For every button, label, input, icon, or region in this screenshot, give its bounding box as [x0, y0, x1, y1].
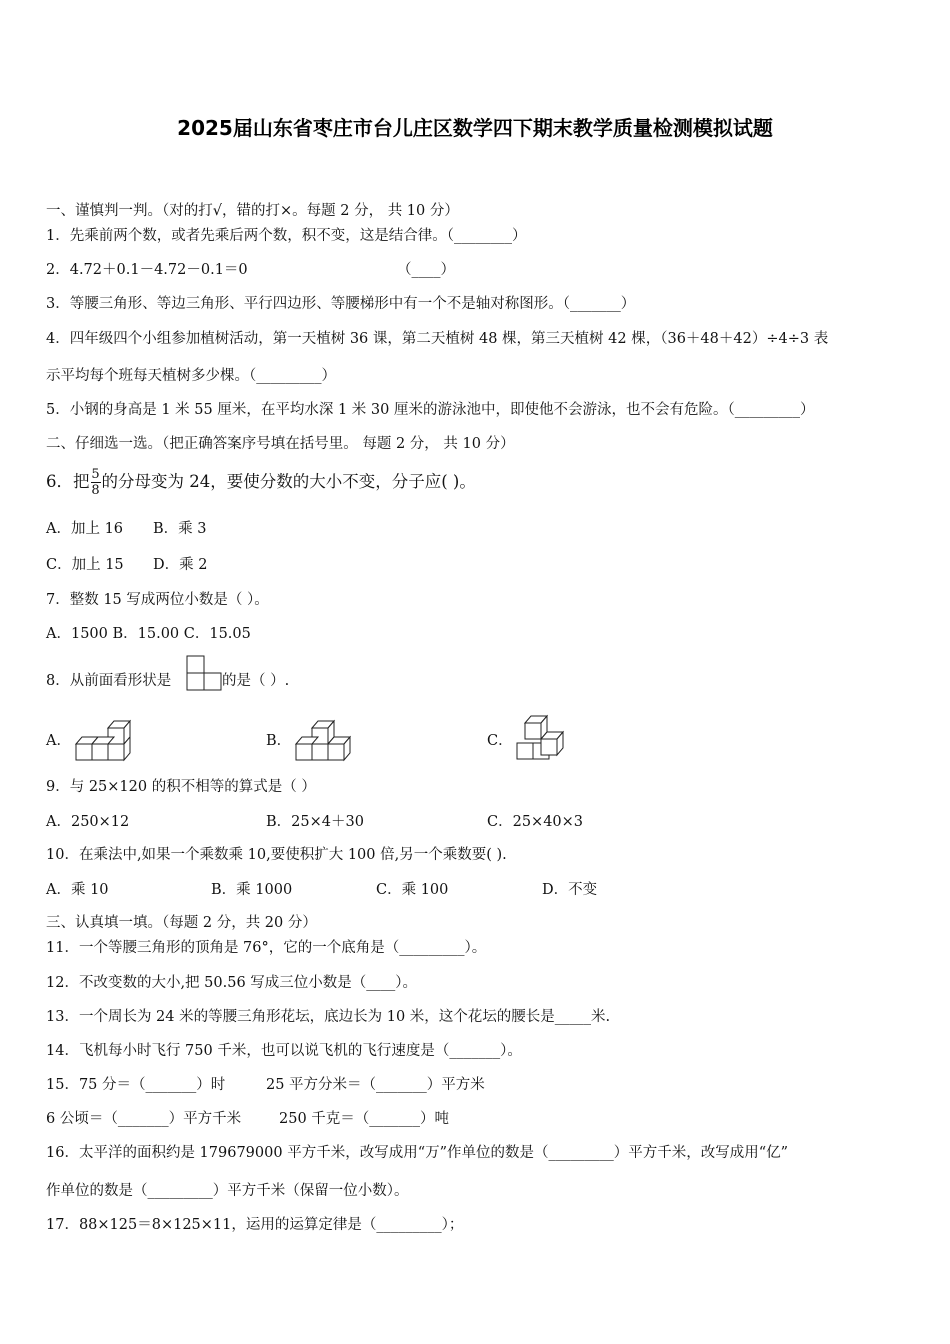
- question-2-blank: （____）: [397, 262, 455, 278]
- fraction-numerator: 5: [91, 467, 100, 482]
- question-6-post: 的分母变为 24，要使分数的大小不变，分子应( )。: [101, 472, 476, 491]
- question-9: 9．与 25×120 的积不相等的算式是（ ）: [46, 779, 316, 795]
- q9-option-c: C．25×40×3: [487, 814, 584, 830]
- question-16-line1: 16．太平洋的面积约是 179679000 平方千米，改写成用“万”作单位的数是（_________）平方千米，改写成用“亿”: [46, 1145, 789, 1161]
- q6-option-d: D．乘 2: [153, 557, 208, 573]
- q6-option-b: B．乘 3: [153, 521, 207, 537]
- question-2: 2．4.72＋0.1－4.72－0.1＝0: [46, 262, 248, 278]
- section1-heading: 一、谨慎判一判。（对的打√，错的打×。每题 2 分， 共 10 分）: [46, 203, 459, 219]
- q8-option-b-cubes: [292, 718, 354, 762]
- question-7: 7．整数 15 写成两位小数是（ ）。: [46, 592, 269, 608]
- question-4-line1: 4．四年级四个小组参加植树活动，第一天植树 36 课，第二天植树 48 棵，第三天植树 42 棵，（36＋48＋42）÷4÷3 表: [46, 331, 829, 347]
- question-14: 14．飞机每小时飞行 750 千米，也可以说飞机的飞行速度是（_______）。: [46, 1043, 522, 1059]
- q6-option-c: C．加上 15: [46, 557, 124, 573]
- question-6-pre: 6．把: [46, 472, 90, 491]
- page-title: 2025届山东省枣庄市台儿庄区数学四下期末教学质量检测模拟试题: [177, 116, 773, 140]
- question-8-pre: 8．从前面看形状是: [46, 673, 172, 689]
- question-1: 1．先乘前两个数，或者先乘后两个数，积不变，这是结合律。（________）: [46, 228, 527, 244]
- question-3: 3．等腰三角形、等边三角形、平行四边形、等腰梯形中有一个不是轴对称图形。（_______）: [46, 296, 636, 312]
- question-5: 5．小钢的身高是 1 米 55 厘米，在平均水深 1 米 30 厘米的游泳池中，即使他不会游泳，也不会有危险。（_________）: [46, 402, 815, 418]
- question-4-line2: 示平均每个班每天植树多少棵。（_________）: [46, 368, 336, 384]
- front-view-shape: [186, 655, 224, 691]
- question-12: 12．不改变数的大小,把 50.56 写成三位小数是（____）。: [46, 975, 418, 991]
- question-10: 10．在乘法中,如果一个乘数乘 10,要使积扩大 100 倍,另一个乘数要( ).: [46, 847, 507, 863]
- fraction-5-8: [91, 468, 101, 497]
- q10-option-a: A．乘 10: [46, 882, 109, 898]
- section2-heading: 二、仔细选一选。（把正确答案序号填在括号里。 每题 2 分， 共 10 分）: [46, 436, 515, 452]
- fraction-denominator: 8: [91, 483, 100, 498]
- question-6: [46, 468, 476, 497]
- q6-option-a: A．加上 16: [46, 521, 124, 537]
- question-16-line2: 作单位的数是（_________）平方千米（保留一位小数）。: [46, 1183, 409, 1199]
- question-17: 17．88×125＝8×125×11，运用的运算定律是（_________）；: [46, 1217, 464, 1233]
- q8-option-c-label: C．: [487, 733, 513, 749]
- q10-option-b: B．乘 1000: [211, 882, 293, 898]
- q10-option-c: C．乘 100: [376, 882, 449, 898]
- question-11: 11．一个等腰三角形的顶角是 76°，它的一个底角是（_________）。: [46, 940, 487, 956]
- q7-options: A．1500 B．15.00 C．15.05: [46, 626, 251, 642]
- q9-option-a: A．250×12: [46, 814, 130, 830]
- question-13: 13．一个周长为 24 米的等腰三角形花坛，底边长为 10 米，这个花坛的腰长是_____米.: [46, 1009, 611, 1025]
- q8-option-a-label: A．: [46, 733, 71, 749]
- q8-option-a-cubes: [72, 718, 134, 762]
- q8-option-c-cubes: [513, 713, 567, 763]
- question-15-c: 6 公顷＝（_______）平方千米: [46, 1111, 242, 1127]
- question-15-a: 15．75 分＝（_______）时: [46, 1077, 226, 1093]
- question-15-b: 25 平方分米＝（_______）平方米: [266, 1077, 485, 1093]
- question-15-d: 250 千克＝（_______）吨: [279, 1111, 450, 1127]
- section3-heading: 三、认真填一填。（每题 2 分，共 20 分）: [46, 915, 317, 931]
- q10-option-d: D．不变: [542, 882, 598, 898]
- q9-option-b: B．25×4＋30: [266, 814, 364, 830]
- question-8-post: 的是（ ）.: [222, 673, 290, 689]
- q8-option-b-label: B．: [266, 733, 292, 749]
